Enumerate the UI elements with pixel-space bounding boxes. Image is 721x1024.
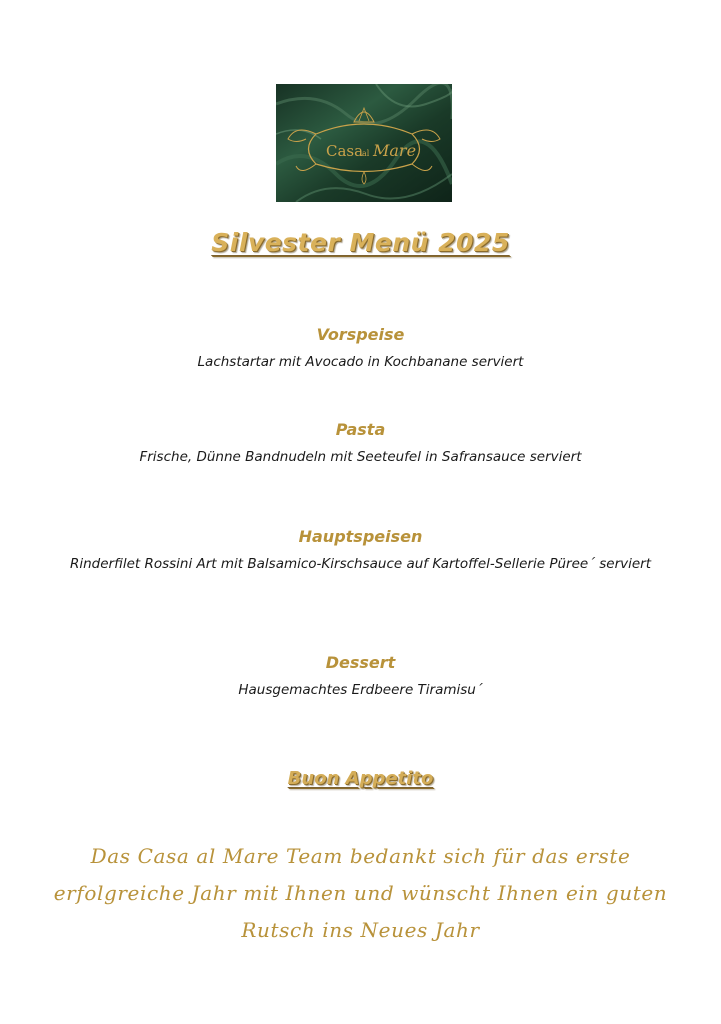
logo-text-al: al: [362, 149, 370, 158]
section-title-dessert: Dessert: [325, 653, 396, 672]
logo-text-casa: Casa: [326, 142, 364, 160]
thank-you-message: Das Casa al Mare Team bedankt sich für das erste erfolgreiche Jahr mit Ihnen und wünscht Ihnen ein guten Rutsch ins Neues Jahr: [53, 844, 668, 942]
restaurant-logo: [276, 84, 452, 202]
dish-pasta: Frische, Dünne Bandnudeln mit Seeteufel in Safransauce serviert: [139, 449, 582, 465]
dish-vorspeise: Lachstartar mit Avocado in Kochbanane serviert: [197, 354, 524, 370]
section-title-pasta: Pasta: [335, 420, 386, 439]
menu-title: Silvester Menü 2025: [211, 228, 510, 257]
section-title-hauptspeisen: Hauptspeisen: [298, 527, 423, 546]
dish-hauptspeisen: Rinderfilet Rossini Art mit Balsamico-Kirschsauce auf Kartoffel-Sellerie Püree´ serviert: [69, 556, 652, 572]
logo-text-mare: Mare: [373, 141, 417, 160]
logo-graphic: [276, 84, 452, 202]
dish-dessert: Hausgemachtes Erdbeere Tiramisu´: [238, 682, 483, 698]
buon-appetito: Buon Appetito: [287, 768, 434, 789]
section-title-vorspeise: Vorspeise: [316, 325, 405, 344]
